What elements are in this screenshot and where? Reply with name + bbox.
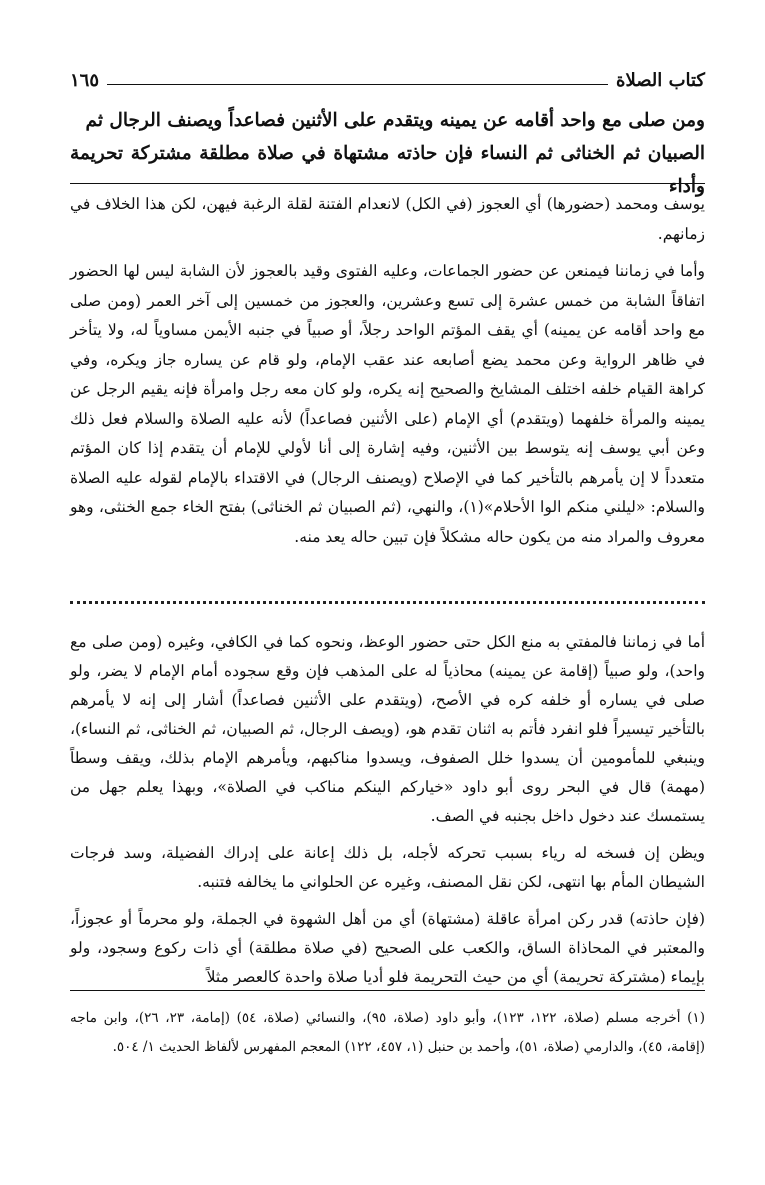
matn-line: الصبيان ثم الخناثى ثم النساء فإن حاذته مشتهاة في صلاة مطلقة مشتركة تحريمة وأداء bbox=[70, 143, 705, 197]
commentary-paragraph: وأما في زماننا فيمنعن عن حضور الجماعات، وعليه الفتوى وقيد بالعجوز لأن الشابة ليس لها الحضور اتفاقاً الشابة من خمس عشرة إلى تسع وعشرين، والعجوز من خمسين إلى آخر العمر (ومن صلى مع واحد أقامه عن يمينه) أي يقف المؤتم الواحد رجلاً، أو صبياً في جنبه الأيمن مساوياً له، ولا يتأخر في ظاهر الرواية وعن محمد يضع أصابعه عند عقب الإمام، ولو قام عن يساره جاز ويكره، وفي كراهة القيام خلفه اختلف المشايخ والصحيح إنه يكره، ولو كان معه رجل وامرأة فإنه يقيم الرجل عن يمينه والمرأة خلفهما (ويتقدم) أي الإمام (على الأثنين فصاعداً) لأنه عليه الصلاة والسلام فعل ذلك وعن أبي يوسف إنه يتوسط بين الأثنين، وفيه إشارة إلى أنا لأولي للإمام أن يتقدم إذا كان المؤتم متعدداً لا إن يأمرهم بالتأخير كما في الإصلاح (ويصنف الرجال) في الاقتداء بالإمام لقوله عليه الصلاة والسلام: «ليلني منكم الوا الأحلام»(١)، والنهي، (ثم الصبيان ثم الخناثى) بفتح الخاء جمع الخنثى، وهو معروف والمراد منه من يكون حاله مشكلاً فإن تبين حاله يعد منه. bbox=[70, 262, 706, 546]
header-rule bbox=[107, 84, 608, 85]
matn-text bbox=[70, 104, 705, 203]
footnote bbox=[70, 1004, 705, 1062]
commentary-paragraph: يوسف ومحمد (حضورها) أي العجوز (في الكل) لانعدام الفتنة لقلة الرغبة فيهن، لكن هذا الخلاف في زمانهم. bbox=[70, 195, 705, 243]
matn-line: ومن صلى مع واحد أقامه عن يمينه ويتقدم على الأثنين فصاعداً ويصنف الرجال ثم bbox=[85, 110, 705, 131]
gloss-section bbox=[70, 628, 705, 992]
footnote-divider bbox=[70, 990, 705, 991]
running-header bbox=[70, 56, 705, 90]
gloss-paragraph: ويظن إن فسخه له رياء بسبب تحركه لأجله، بل ذلك إعانة على إدراك الفضيلة، وسد فرجات الشيطان المأم بها انتهى، لكن نقل المصنف، وغيره عن الحلواني ما يخالفه فتنبه. bbox=[70, 844, 705, 891]
footnote-text: (١) أخرجه مسلم (صلاة، ١٢٢، ١٢٣)، وأبو داود (صلاة، ٩٥)، والنسائي (صلاة، ٥٤) (إمامة، ٢٣، ٢٦)، وابن ماجه (إقامة، ٤٥)، والدارمي (صلاة، ٥١)، وأحمد بن حنبل (١، ٤٥٧، ١٢٢) المعجم المفهرس لألفاظ الحديث ١/ ٥٠٤. bbox=[70, 1010, 705, 1055]
gloss-paragraph: (فإن حاذته) قدر ركن امرأة عاقلة (مشتهاة) أي من أهل الشهوة في الجملة، ولو محرماً أو عجوزاً، والمعتبر في المحاذاة الساق، والكعب على الصحيح (في صلاة مطلقة) أي ذات ركوع وسجود، ولو بإيماء (مشتركة تحريمة) أي من حيث التحريمة فلو أديا صلاة واحدة كالعصر مثلاً bbox=[70, 910, 705, 986]
chapter-title: كتاب الصلاة bbox=[616, 70, 705, 91]
page-number: ١٦٥ bbox=[70, 70, 100, 91]
gloss-paragraph: أما في زماننا فالمفتي به منع الكل حتى حضور الوعظ، ونحوه كما في الكافي، وغيره (ومن صلى مع واحد)، ولو صبياً (إقامة عن يمينه) محاذياً له على المذهب فإن وقع سجوده أمام الإمام لا يضر، ولو صلى في يساره أو خلفه كره في الأصح، (ويتقدم على الأثنين فصاعداً) أشار إلى إنه لا يأمرهم بالتأخير تيسيراً فلو انفرد فأتم به اثنان تقدم هو، (ويصف الرجال، ثم الصبيان، ثم الخناثى، ثم النساء)، وينبغي للمأمومين أن يسدوا خلل الصفوف، ويسدوا مناكبهم، ويأمرهم الإمام بذلك، ويقف وسطاً (مهمة) قال في البحر روى أبو داود «خياركم الينكم مناكب في الصلاة»، وبهذا يعلم جهل من يستمسك عند دخول داخل بجنبه في الصف. bbox=[70, 633, 705, 825]
section-divider bbox=[70, 183, 705, 184]
dotted-divider bbox=[70, 601, 705, 604]
commentary-section bbox=[70, 190, 705, 552]
